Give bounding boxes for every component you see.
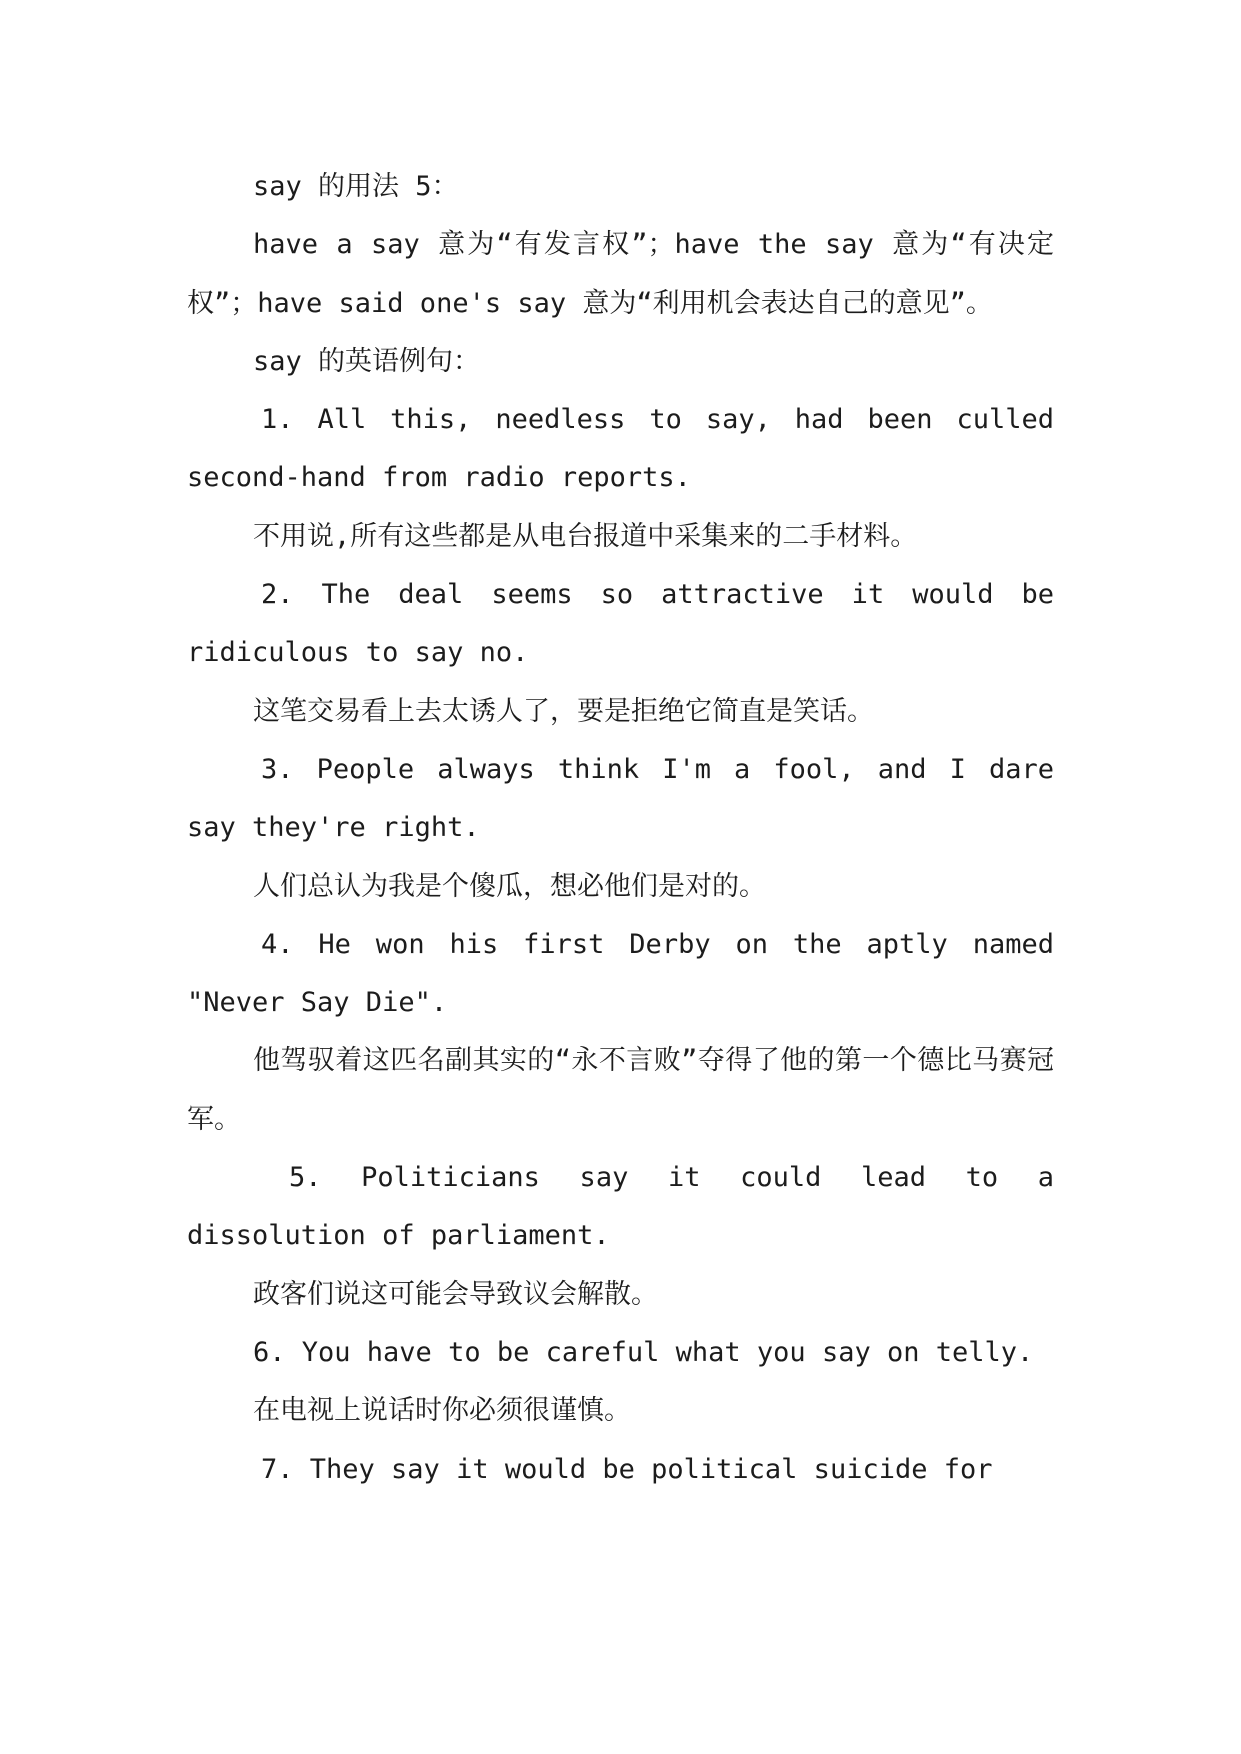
document-body — [187, 158, 1054, 1499]
example-3-english: 3. People always think I'm a fool, and I dare say they're right. — [187, 753, 1054, 844]
example-1-chinese: 不用说,所有这些都是从电台报道中采集来的二手材料。 — [253, 520, 918, 552]
section-heading-usage-5: say 的用法 5： — [253, 171, 459, 202]
example-1-english: 1. All this, needless to say, had been culled second-hand from radio reports. — [187, 404, 1054, 494]
example-3-chinese: 人们总认为我是个傻瓜，想必他们是对的。 — [253, 870, 766, 902]
section-heading-examples: say 的英语例句： — [253, 345, 481, 377]
usage-explanation-paragraph: have a say 意为“有发言权”；have the say 意为“有决定权”；have said one's say 意为“利用机会表达自己的意见”。 — [187, 229, 1054, 319]
example-5-english: 5. Politicians say it could lead to a dissolution of parliament. — [187, 1162, 1054, 1252]
example-4-chinese: 他驾驭着这匹名副其实的“永不言败”夺得了他的第一个德比马赛冠军。 — [187, 1045, 1054, 1135]
example-6-english: 6. You have to be careful what you say on telly. — [253, 1336, 1034, 1368]
example-6-chinese: 在电视上说话时你必须很谨慎。 — [253, 1395, 631, 1427]
example-2-english: 2. The deal seems so attractive it would be ridiculous to say no. — [187, 579, 1054, 669]
example-5-chinese: 政客们说这可能会导致议会解散。 — [253, 1278, 658, 1310]
example-4-english: 4. He won his first Derby on the aptly named "Never Say Die". — [187, 928, 1054, 1019]
example-7-english: 7. They say it would be political suicide for — [261, 1453, 993, 1485]
example-2-chinese: 这笔交易看上去太诱人了，要是拒绝它简直是笑话。 — [253, 695, 874, 727]
